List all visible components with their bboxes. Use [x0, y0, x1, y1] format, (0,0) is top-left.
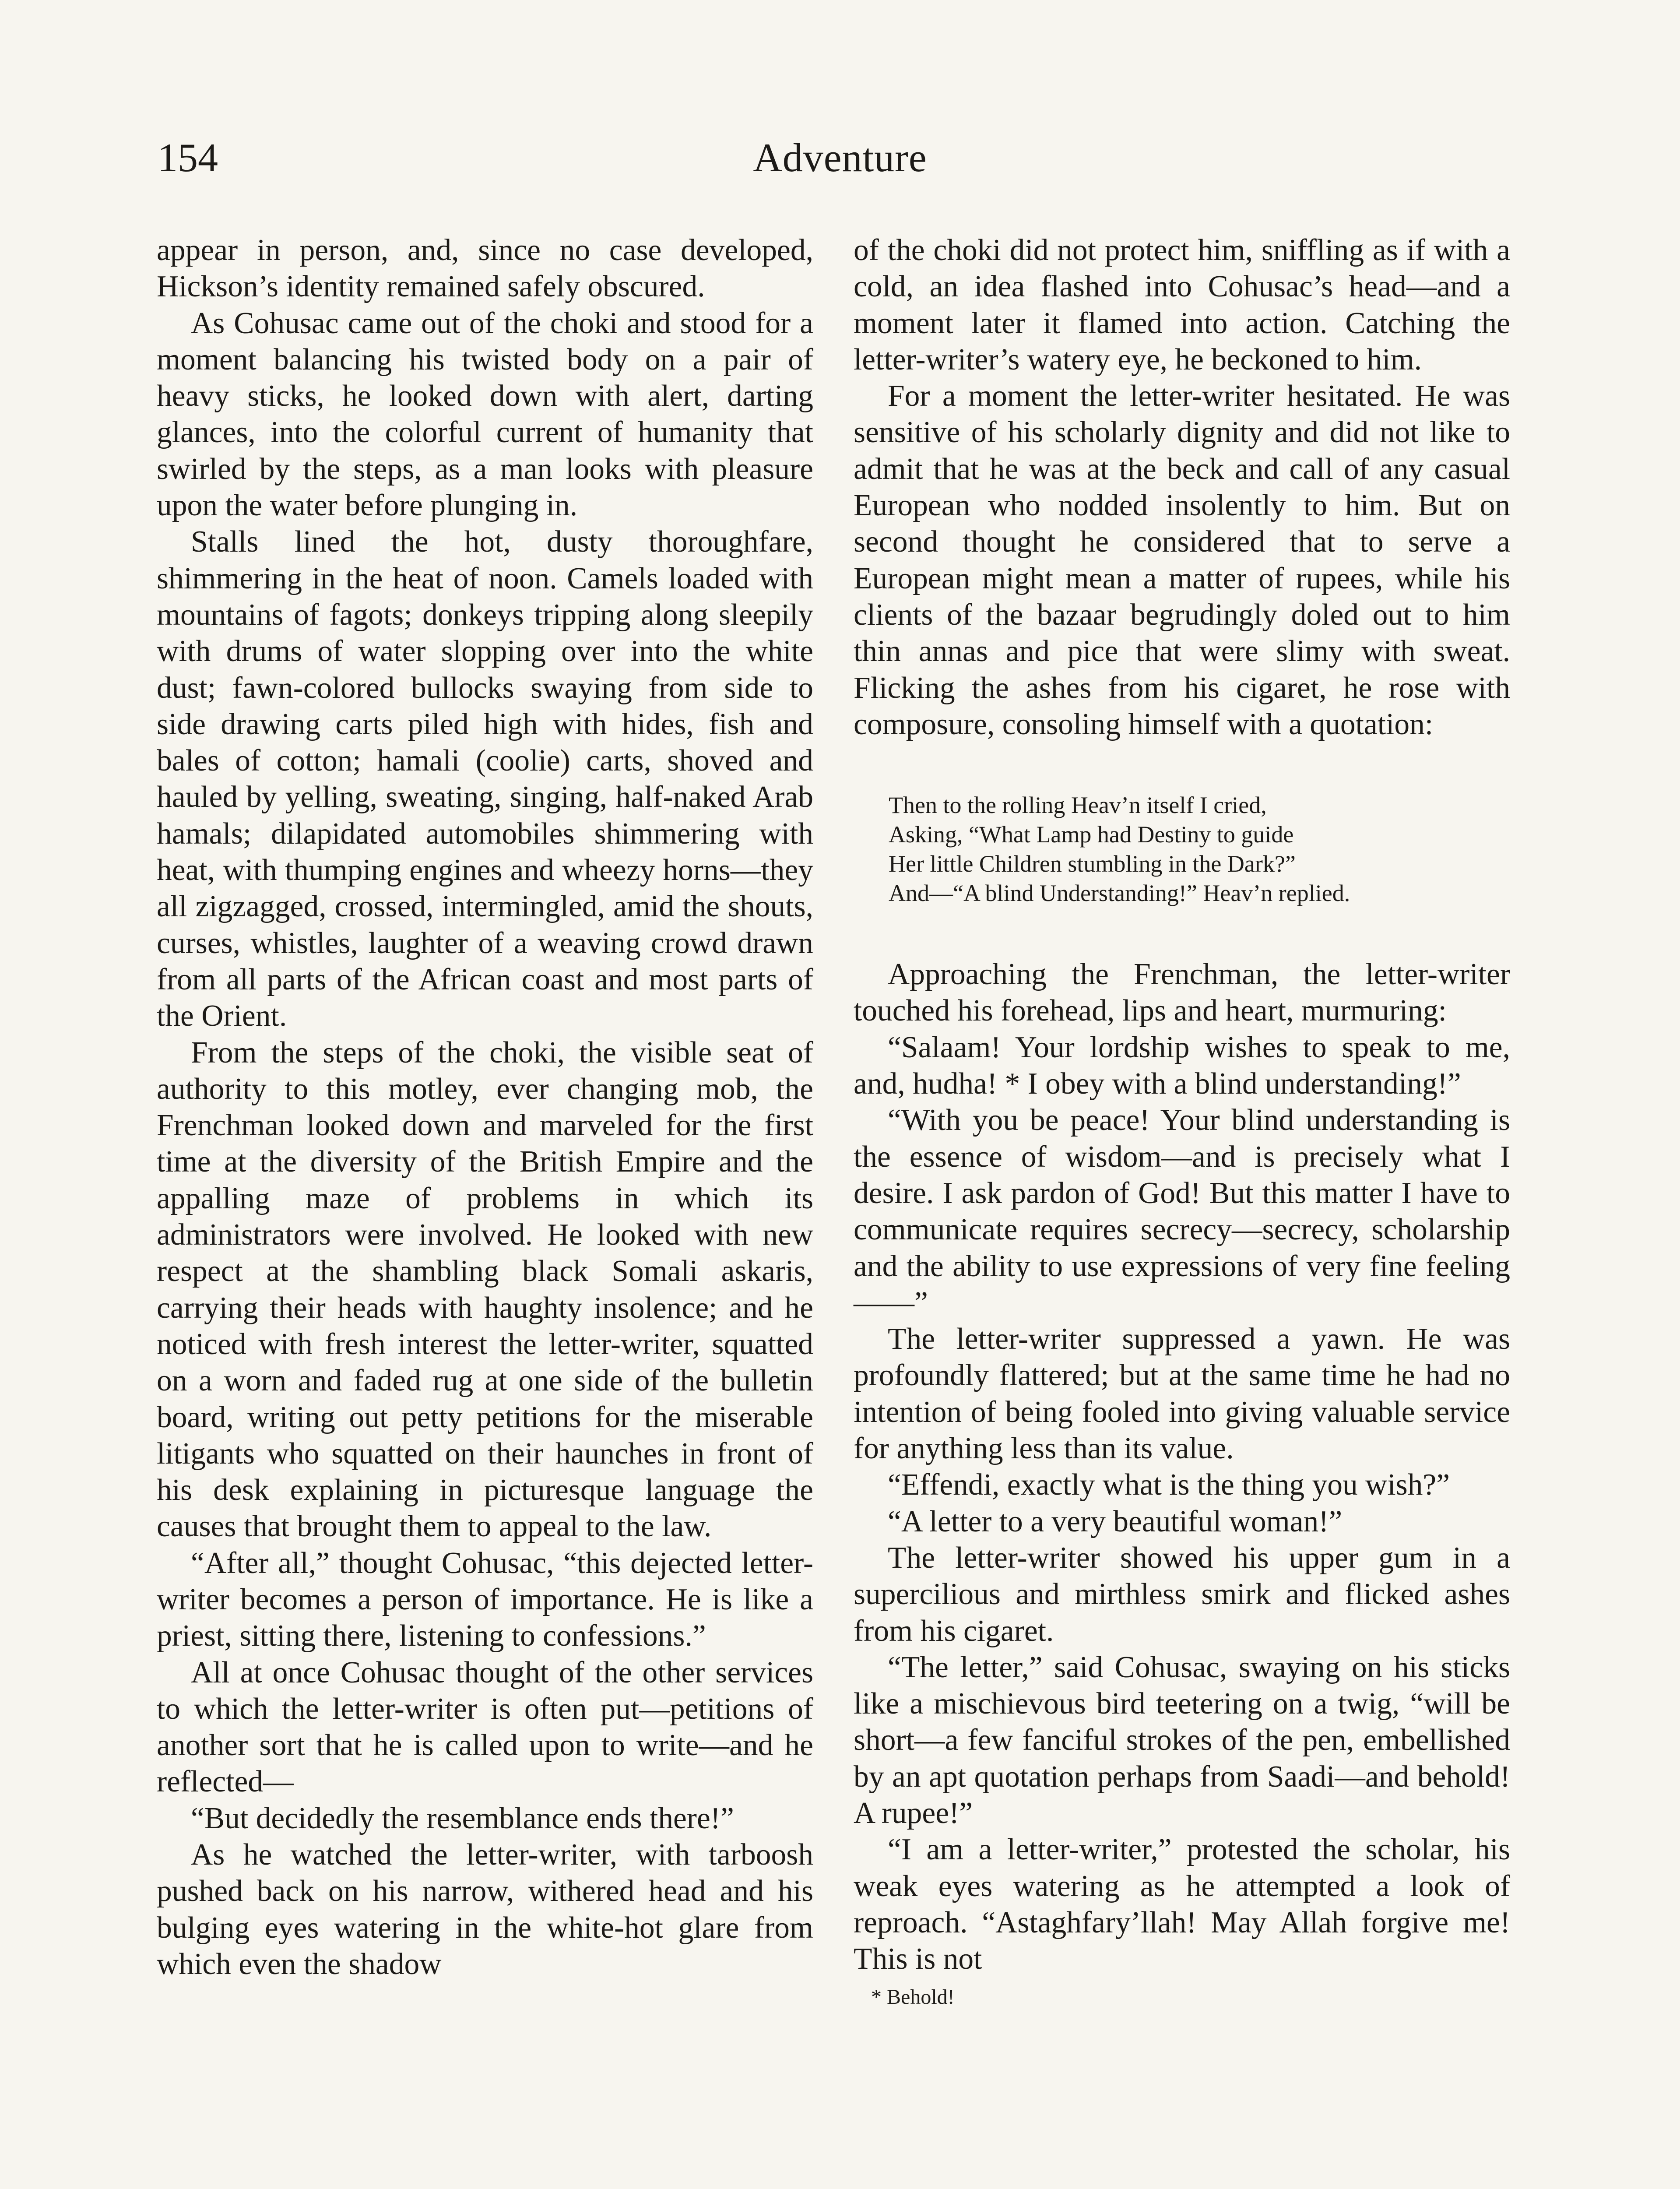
paragraph: appear in person, and, since no case developed, Hickson’s identity remained safely obscured.: [157, 233, 813, 304]
paragraph: “A letter to a very beautiful woman!”: [888, 1504, 1343, 1538]
running-title: Adventure: [753, 135, 927, 180]
paragraph: “The letter,” said Cohusac, swaying on his sticks like a mischievous bird teetering on a twig, “will be short—a few fanciful strokes of the pen, embellished by an apt quotation perhaps from Saadi—and behold! A rupee!”: [854, 1650, 1510, 1830]
paragraph: of the choki did not protect him, sniffling as if with a cold, an idea flashed into Cohusac’s head—and a moment later it flamed into action. Catching the letter-writer’s watery eye, he beckoned to him.: [854, 233, 1510, 377]
paragraph: Stalls lined the hot, dusty thoroughfare, shimmering in the heat of noon. Camels loaded with mountains of fagots; donkeys tripping along sleepily with drums of water slopping over into the white dust; fawn-colored bullocks swaying from side to side drawing carts piled high with hides, fish and bales of cotton; hamali (coolie) carts, shoved and hauled by yelling, sweating, singing, half-naked Arab hamals; dilapidated automobiles shimmering with heat, with thumping engines and wheezy horns—they all zigzagged, crossed, intermingled, amid the shouts, curses, whistles, laughter of a weaving crowd drawn from all parts of the African coast and most parts of the Orient.: [157, 525, 813, 1033]
paragraph: All at once Cohusac thought of the other services to which the letter-writer is often put—petitions of another sort that he is called upon to write—and he reflected—: [157, 1655, 813, 1799]
paragraph: “But decidedly the resemblance ends there!”: [191, 1801, 734, 1835]
left-column: [157, 232, 813, 1982]
verse-line: Her little Children stumbling in the Dark?”: [889, 851, 1296, 877]
verse-quotation: [889, 791, 1510, 908]
verse-line: And—“A blind Understanding!” Heav’n replied.: [889, 880, 1350, 907]
paragraph: “I am a letter-writer,” protested the scholar, his weak eyes watering as he attempted a look of reproach. “Astaghfary’llah! May Allah forgive me! This is not: [854, 1833, 1510, 1976]
verse-line: Then to the rolling Heav’n itself I cried,: [889, 792, 1267, 819]
verse-line: Asking, “What Lamp had Destiny to guide: [889, 821, 1294, 848]
paragraph: The letter-writer suppressed a yawn. He was profoundly flattered; but at the same time he had no intention of being fooled into giving valuable service for anything less than its value.: [854, 1322, 1510, 1466]
page-header: [158, 131, 1522, 188]
page-number: 154: [158, 135, 218, 180]
paragraph: For a moment the letter-writer hesitated. He was sensitive of his scholarly dignity and did not like to admit that he was at the beck and call of any casual European who nodded insolently to him. But on second thought he considered that to serve a European might mean a matter of rupees, while his clients of the bazaar begrudingly doled out to him thin annas and pice that were slimy with sweat. Flicking the ashes from his cigaret, he rose with composure, consoling himself with a quotation:: [854, 379, 1510, 741]
paragraph: As he watched the letter-writer, with tarboosh pushed back on his narrow, withered head and his bulging eyes watering in the white-hot glare from which even the shadow: [157, 1838, 813, 1981]
right-column: [854, 232, 1510, 2010]
paragraph: “After all,” thought Cohusac, “this dejected letter-writer becomes a person of importance. He is like a priest, sitting there, listening to confessions.”: [157, 1546, 813, 1653]
paragraph: Approaching the Frenchman, the letter-writer touched his forehead, lips and heart, murmuring:: [854, 957, 1510, 1028]
paragraph: The letter-writer showed his upper gum in a supercilious and mirthless smirk and flicked ashes from his cigaret.: [854, 1541, 1510, 1648]
footnote: * Behold!: [871, 1985, 955, 2009]
paragraph: “Salaam! Your lordship wishes to speak to me, and, hudha! * I obey with a blind understanding!”: [854, 1030, 1510, 1101]
paragraph: “Effendi, exactly what is the thing you wish?”: [888, 1468, 1450, 1502]
paragraph: As Cohusac came out of the choki and stood for a moment balancing his twisted body on a pair of heavy sticks, he looked down with alert, darting glances, into the colorful current of humanity that swirled by the steps, as a man looks with pleasure upon the water before plunging in.: [157, 306, 813, 523]
paragraph: From the steps of the choki, the visible seat of authority to this motley, ever changing mob, the Frenchman looked down and marveled for the first time at the diversity of the British Empire and the appalling maze of problems in which its administrators were involved. He looked with new respect at the shambling black Somali askaris, carrying their heads with haughty insolence; and he noticed with fresh interest the letter-writer, squatted on a worn and faded rug at one side of the bulletin board, writing out petty petitions for the miserable litigants who squatted on their haunches in front of his desk explaining in picturesque language the causes that brought them to appeal to the law.: [157, 1035, 813, 1544]
paragraph: “With you be peace! Your blind understanding is the essence of wisdom—and is precisely what I desire. I ask pardon of God! But this matter I have to communicate requires secrecy—secrecy, scholarship and the ability to use expressions of very fine feeling——”: [854, 1103, 1510, 1320]
